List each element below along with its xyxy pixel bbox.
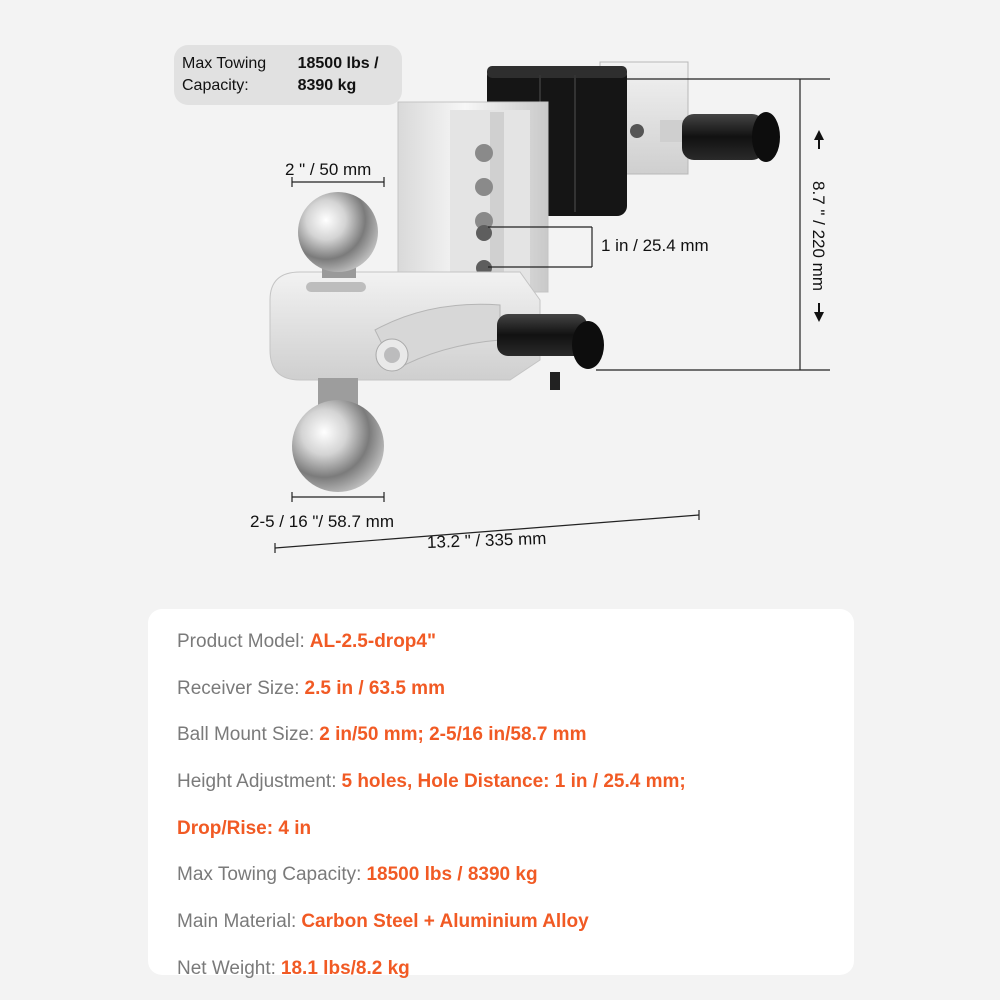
spec-card [148,609,854,979]
shank [398,102,548,292]
spec-line-main-material [177,898,854,945]
spec-value: Carbon Steel + Aluminium Alloy [301,910,589,932]
max-towing-badge [174,45,402,105]
height-dimension-label: 8.7 " / 220 mm [809,181,828,291]
spec-label: Height Adjustment: [177,770,337,792]
spec-value: 18500 lbs / 8390 kg [366,864,538,886]
spec-value: 18.1 lbs/8.2 kg [280,957,410,979]
spec-label: Main Material: [177,910,297,932]
spec-value: 2 in/50 mm; 2-5/16 in/58.7 mm [319,724,587,746]
spec-line-ball-mount-size [177,711,854,758]
hole-distance-label: 1 in / 25.4 mm [601,236,709,255]
spec-label: Product Model: [177,630,305,652]
spec-line-drop-rise [177,805,854,852]
large-ball [292,378,384,492]
badge-label-line2: Capacity: [182,77,249,94]
length-dimension-label: 13.2 " / 335 mm [426,528,547,552]
badge-value-line1: 18500 lbs / [297,55,379,72]
spec-label: Ball Mount Size: [177,724,315,746]
small-ball [298,192,378,278]
spec-label: Receiver Size: [177,677,300,699]
spec-label: Net Weight: [177,957,276,979]
badge-value-line2: 8390 kg [297,77,357,94]
spec-value: 2.5 in / 63.5 mm [304,677,445,699]
small-ball-dimension-label: 2 " / 50 mm [285,160,372,179]
spec-line-receiver-size [177,665,854,712]
spec-line-product-model [177,618,854,665]
spec-value: 5 holes, Hole Distance: 1 in / 25.4 mm; [341,770,686,792]
spec-line-height-adjustment [177,758,854,805]
spec-value: AL-2.5-drop4" [309,630,436,652]
spec-line-max-towing-capacity [177,851,854,898]
lower-pin-knob [497,314,604,390]
large-ball-dimension-label: 2-5 / 16 "/ 58.7 mm [250,512,394,531]
badge-label-line1: Max Towing [182,55,267,72]
spec-value: Drop/Rise: 4 in [177,817,312,839]
spec-label: Max Towing Capacity: [177,864,362,886]
spec-line-net-weight [177,945,854,992]
